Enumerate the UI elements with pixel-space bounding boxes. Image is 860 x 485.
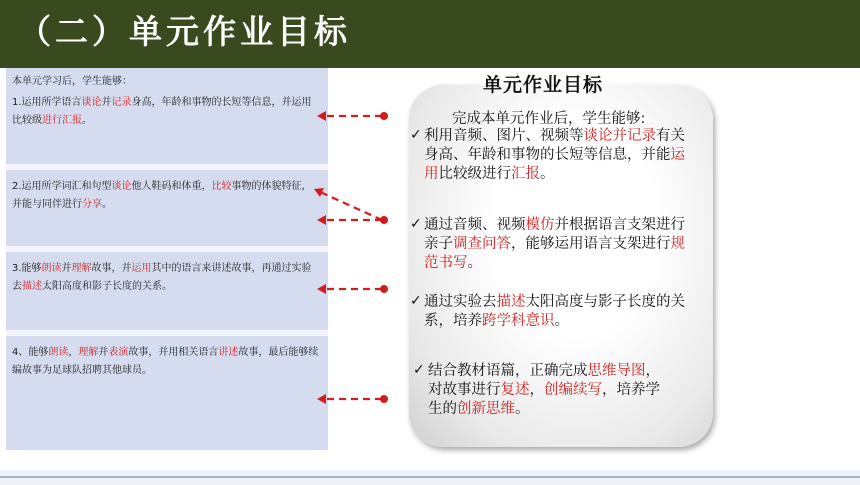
plain-text: 他人鞋码和体重，	[131, 181, 212, 192]
plain-text: 。	[554, 313, 569, 329]
plain-text: ，	[68, 347, 79, 358]
goal-text-1	[424, 127, 694, 184]
plain-text: ，培养学生的	[428, 382, 660, 417]
check-icon: ✓	[413, 362, 425, 378]
check-icon: ✓	[410, 127, 422, 143]
highlight-text: 分享	[82, 199, 102, 210]
plain-text: 。	[515, 401, 530, 417]
footer-line	[0, 476, 860, 478]
card-title: 单元作业目标	[483, 74, 604, 96]
plain-text: 并	[61, 263, 72, 274]
plain-text: ，	[529, 382, 544, 398]
plain-text: 。	[467, 255, 482, 271]
objective-row-4	[6, 336, 328, 450]
highlight-text: 复述	[500, 382, 530, 398]
objective-row-3	[6, 252, 328, 330]
plain-text: 故事，并	[91, 263, 132, 274]
highlight-text: 谈论	[111, 181, 132, 192]
highlight-text: 进行汇报	[42, 115, 82, 126]
goal-text-3	[424, 293, 694, 331]
connector-dot-3	[380, 285, 388, 293]
highlight-text: 创编续写	[544, 382, 602, 398]
plain-text: 。	[102, 199, 112, 210]
plain-text: 故事，并用相关语言	[128, 347, 219, 358]
plain-text: ，对故事进行	[428, 363, 660, 398]
highlight-text: 谈论	[81, 97, 102, 108]
plain-text: 太阳高度和影子长度的关系。	[42, 281, 172, 292]
highlight-text: 创新思维	[457, 401, 515, 417]
highlight-text: 谈论并记录	[583, 128, 656, 144]
highlight-text: 比较	[211, 181, 232, 192]
highlight-text: 规范书写	[424, 236, 685, 271]
plain-text: 3.能够	[12, 263, 42, 274]
highlight-text: 理解	[78, 347, 99, 358]
plain-text: 并	[101, 97, 112, 108]
highlight-text: 思维导图	[587, 363, 646, 379]
page-title: （二）单元作业目标	[18, 12, 351, 51]
highlight-text: 调查问答	[453, 236, 511, 252]
check-icon: ✓	[410, 216, 422, 232]
highlight-text: 朗读	[48, 347, 69, 358]
plain-text: 。	[82, 115, 92, 126]
highlight-text: 理解	[71, 263, 92, 274]
plain-text: 其中的语言来讲述故事，再通过实验去	[12, 263, 312, 292]
highlight-text: 跨学科意识	[482, 313, 555, 329]
highlight-text: 记录	[111, 97, 132, 108]
highlight-text: 讲述	[218, 347, 239, 358]
plain-text: 。	[540, 166, 555, 182]
highlight-text: 汇报	[511, 166, 540, 182]
plain-text: 故事，最后能够续编故事为足球队招聘其他球员。	[12, 347, 319, 376]
plain-text: 有关身高、年龄和事物的长短等信息，并能	[424, 128, 685, 163]
highlight-text: 朗读	[41, 263, 62, 274]
plain-text: 太阳高度与影子长度的关系，培养	[424, 294, 685, 329]
highlight-text: 运用	[424, 147, 685, 182]
plain-text: 事物的体貌特征，并能与同伴进行	[12, 181, 312, 210]
plain-text: 结合教材语篇，正确完成	[428, 363, 588, 379]
objective-text-3	[12, 260, 320, 296]
header-bar	[0, 0, 860, 68]
plain-text: ，能够运用语言支架进行	[511, 236, 671, 252]
plain-text: 2.运用所学词汇和句型	[12, 181, 112, 192]
goal-text-2	[424, 216, 694, 273]
highlight-text: 模仿	[525, 217, 555, 233]
card-intro: 完成本单元作业后，学生能够:	[452, 111, 646, 127]
connector-line-2	[320, 192, 382, 220]
plain-text: 4、能够	[12, 347, 49, 358]
goal-text-4	[428, 362, 668, 419]
highlight-text: 运用	[131, 263, 152, 274]
highlight-text: 表演	[108, 347, 129, 358]
plain-text: 1.运用所学语言	[12, 97, 82, 108]
plain-text: 利用音频、图片、视频等	[424, 128, 584, 144]
objective-text-4	[12, 344, 320, 380]
highlight-text: 描述	[22, 281, 42, 292]
objective-row-2	[6, 170, 328, 246]
highlight-text: 描述	[496, 294, 526, 310]
objective-row-1	[6, 68, 328, 164]
left-panel	[6, 68, 328, 450]
plain-text: 通过音频、视频	[424, 217, 526, 233]
check-icon: ✓	[410, 293, 422, 309]
plain-text: 比较级进行	[438, 166, 511, 182]
left-intro: 本单元学习后，学生能够：	[12, 76, 132, 87]
plain-text: 通过实验去	[424, 294, 497, 310]
connector-dot-4	[380, 395, 388, 403]
plain-text: 身高，年龄和事物的长短等信息，并运用比较级	[12, 97, 312, 126]
plain-text: 并	[98, 347, 109, 358]
plain-text: 并根据语言支架进行亲子	[424, 217, 685, 252]
connector-dot-1	[380, 112, 388, 120]
objective-text-2	[12, 178, 320, 214]
connector-dot-2	[380, 216, 388, 224]
objective-text-1	[12, 94, 320, 130]
